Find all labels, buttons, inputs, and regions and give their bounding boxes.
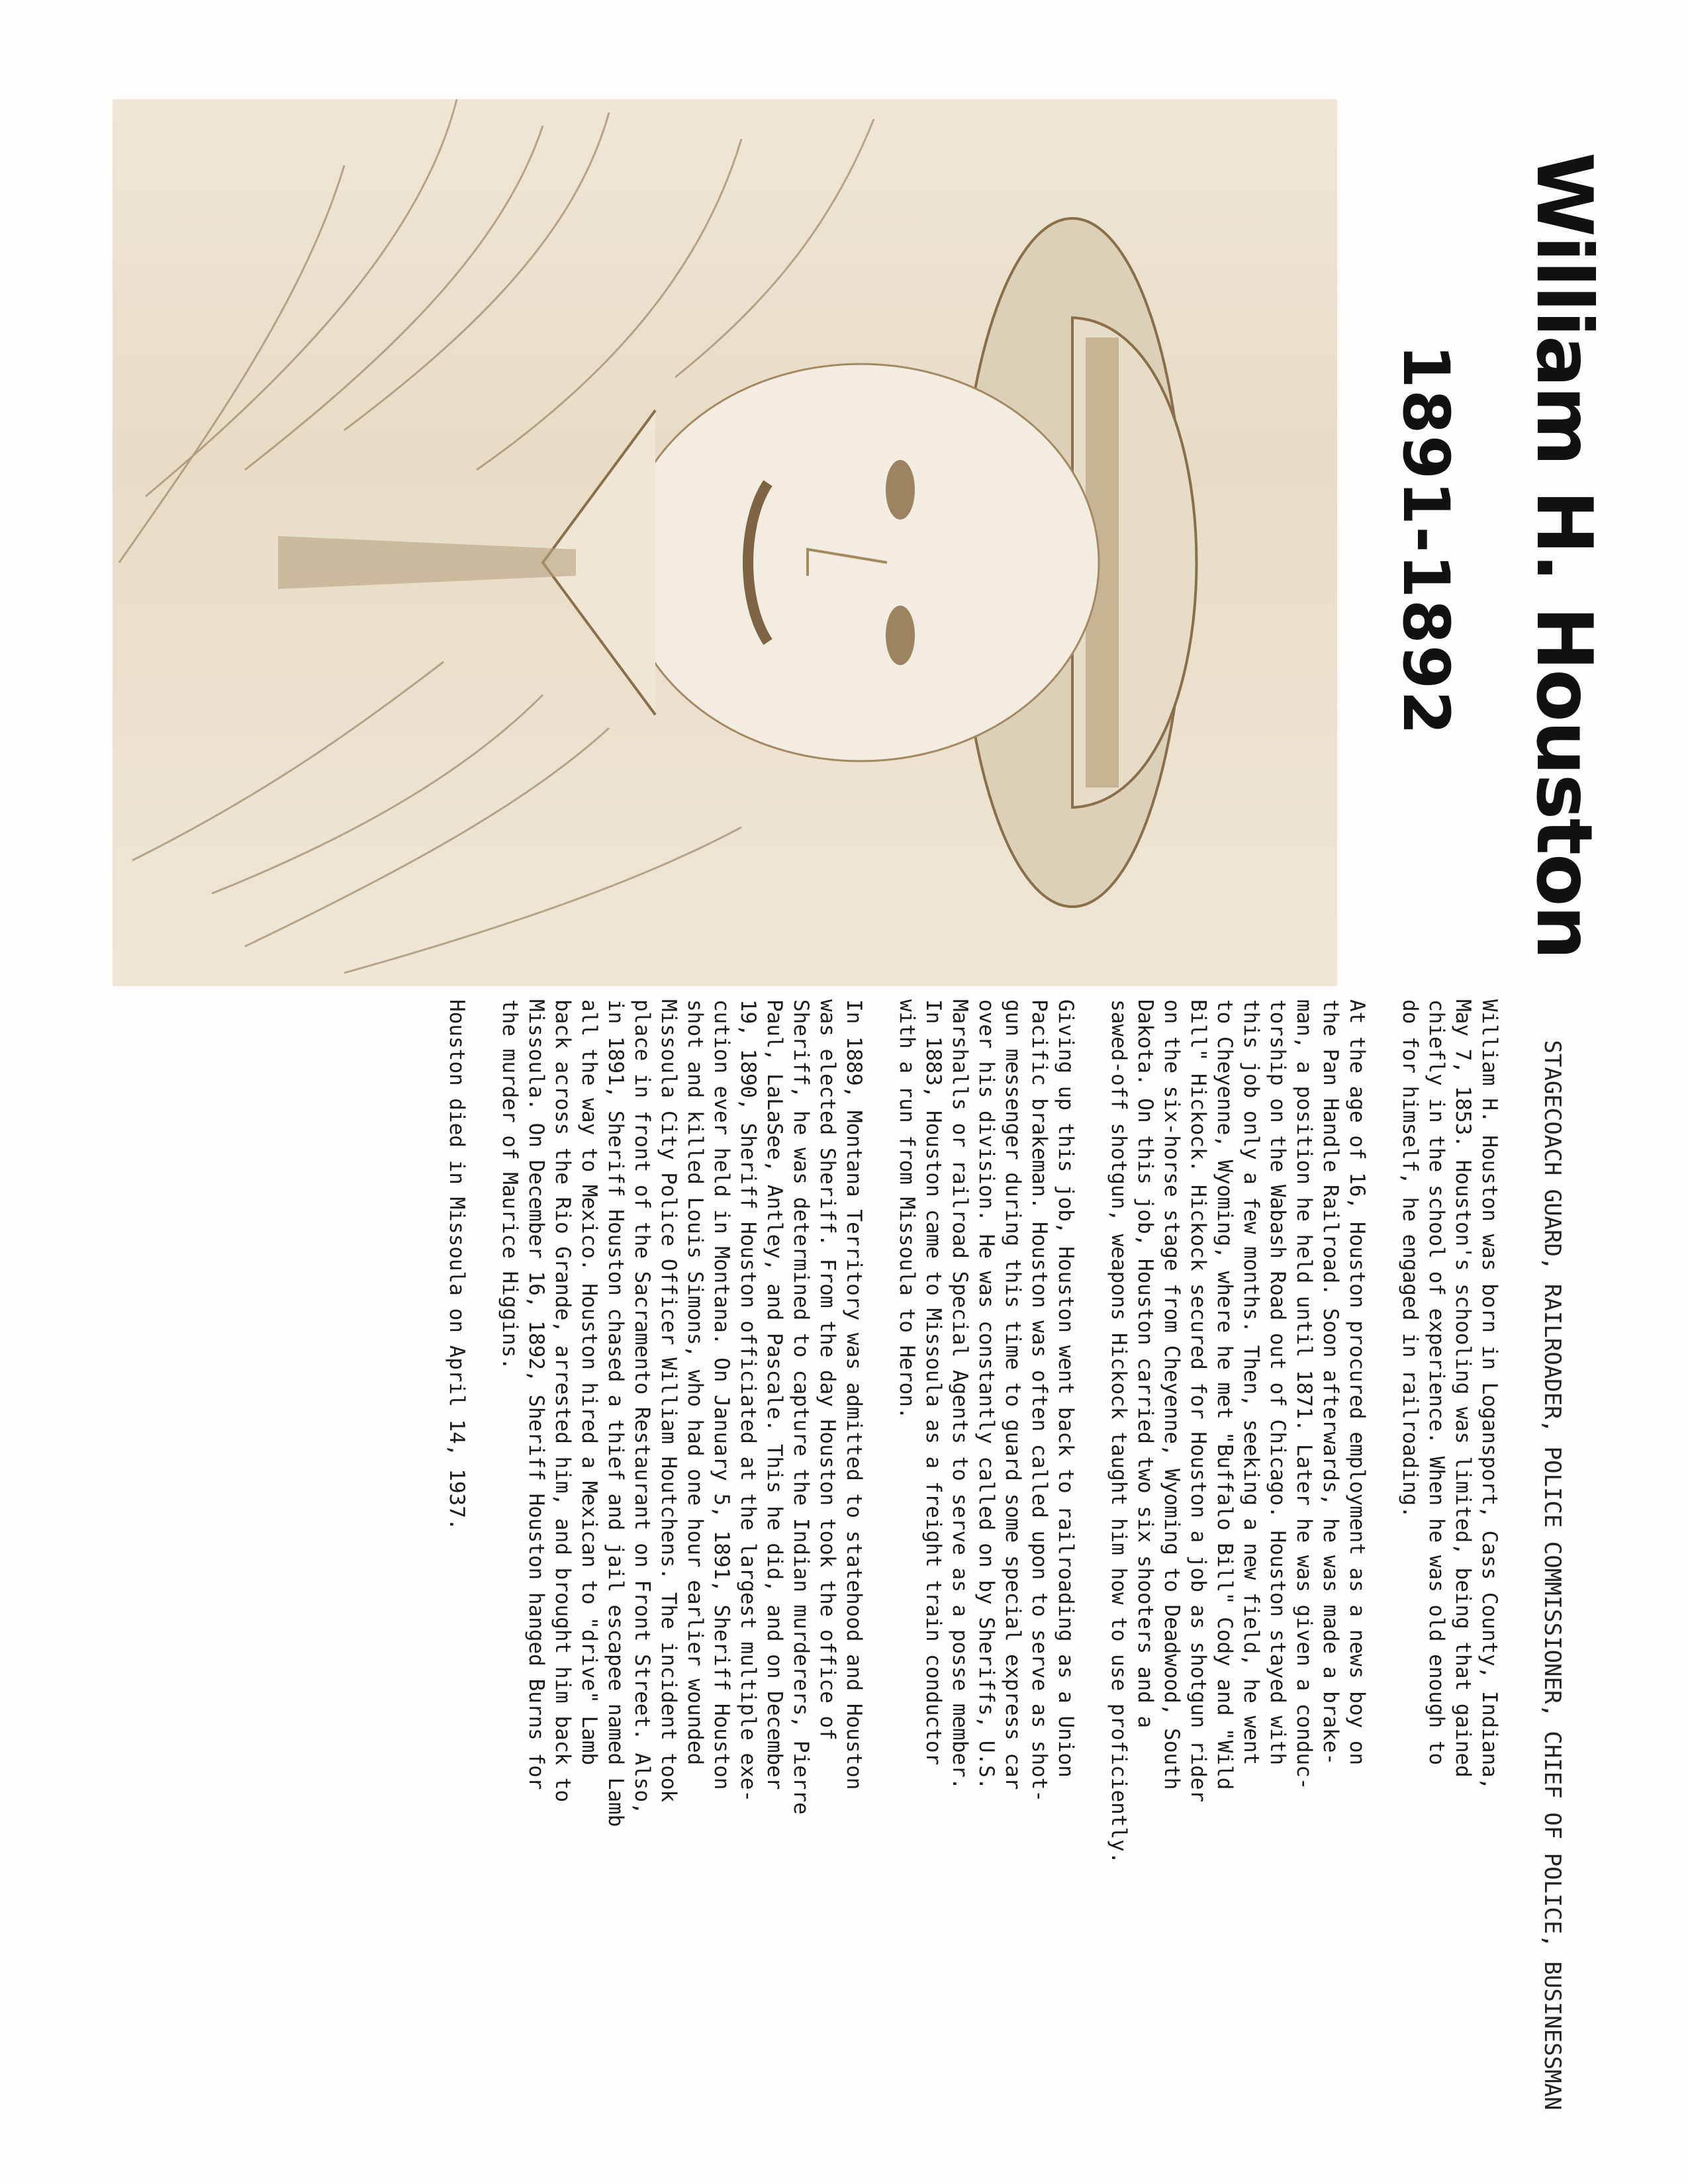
term-years: 1891-1892 <box>1389 344 1463 737</box>
portrait-photo <box>113 99 1337 986</box>
page-title: William H. Houston <box>1519 152 1609 959</box>
paragraph: Houston died in Missoula on April 14, 1937. <box>445 999 469 1531</box>
subtitle: STAGECOACH GUARD, RAILROADER, POLICE COMMISSIONER, CHIEF OF POLICE, BUSINESSMAN <box>1539 1040 1566 2111</box>
paragraph: William H. Houston was born in Logansport, Cass County, Indiana, May 7, 1853. Houston's schooling was limited, being that gained chiefly in the school of experience. When he was old enough to do for himself, he engaged in railroading. <box>1398 999 1501 1790</box>
paragraph: At the age of 16, Houston procured employment as a news boy on the Pan Handle Railroad. Soon afterwards, he was made a brake- man, a position he held until 1871. Later he was given a conduc- torship on the Wabash Road out of Chicago. Houston stayed with this job only a few months. Then, seeking a new field, he went to Cheyenne, Wyoming, where he met "Buffalo Bill" Cody and "Wild Bill" Hickock. Hickock secured for Houston a job as shotgun rider on the six-horse stage from Cheyenne, Wyoming to Deadwood, South Dakota. On this job, Houston carried two six shooters and a sawed-off shotgun, weapons Hickock taught him how to use proficiently. <box>1107 999 1369 1864</box>
portrait-image <box>113 99 1337 986</box>
paragraph: Giving up this job, Houston went back to railroading as a Union Pacific brakeman. Houston was often called upon to serve as shot- gun messenger during this time to guard some special express car over his division. He was constantly called on by Sheriffs, U.S. Marshalls or railroad Special Agents to serve as a posse member. In 1883, Houston came to Missoula as a freight train conductor with a run from Missoula to Heron. <box>895 999 1078 1803</box>
biography-text <box>417 999 1503 2164</box>
paragraph: In 1889, Montana Territory was admitted to statehood and Houston was elected Sheriff. From the day Houston took the office of Sheriff, he was determined to capture the Indian murderers, Pierre Paul, LaLaSee, Antley, and Pascale. This he did, and on December 19, 1890, Sheriff Houston officiated at the largest multiple exe- cution ever held in Montana. On January 5, 1891, Sheriff Houston shot and killed Louis Simons, who had one hour earlier wounded Missoula City Police Officer William Houtchens. The incident took place in front of the Sacramento Restaurant on Front Street. Also, in 1891, Sheriff Houston chased a thief and jail escapee named Lamb all the way to Mexico. Houston hired a Mexican to "drive" Lamb back across the Rio Grande, arrested him, and brought him back to Missoula. On December 16, 1892, Sheriff Houston hanged Burns for the murder of Maurice Higgins. <box>498 999 866 1827</box>
